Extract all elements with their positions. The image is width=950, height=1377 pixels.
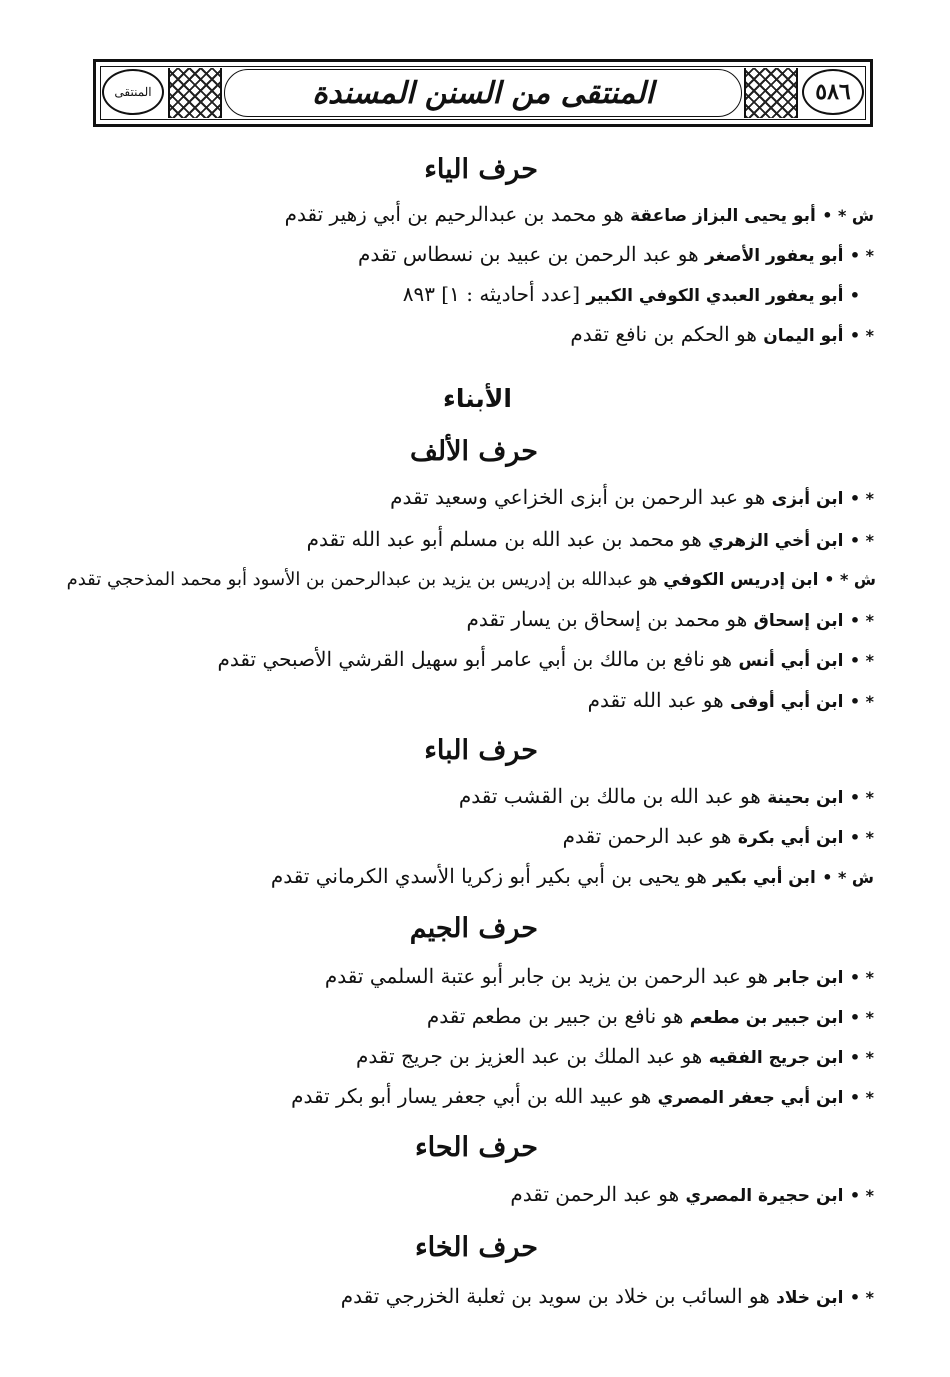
entry-name: ابن خلاد: [776, 1288, 844, 1308]
entry-marker: * •: [849, 1008, 874, 1027]
entry-name: ابن أبزى: [771, 489, 844, 509]
heading-alif: حرف الألف: [409, 436, 538, 467]
entry-marker: * •: [849, 326, 874, 345]
entry-name: ابن إسحاق: [753, 611, 844, 631]
entry-text: هو عبد الرحمن بن أبزى الخزاعي وسعيد تقدم: [390, 485, 766, 509]
entry-line: [271, 862, 874, 892]
entry-marker: ش * •: [824, 570, 876, 589]
entry-name: ابن إدريس الكوفي: [663, 570, 819, 590]
entry-line: [510, 1180, 874, 1210]
heading-ya: حرف الياء: [424, 154, 538, 185]
entry-name: ابن جريج الفقيه: [708, 1048, 844, 1068]
entry-name: أبو يحيى البزاز صاعقة: [630, 206, 816, 226]
entry-text: هو محمد بن عبدالرحيم بن أبي زهير تقدم: [284, 202, 624, 226]
entry-marker: * •: [849, 531, 874, 550]
entry-name: ابن أبي أوفى: [729, 692, 844, 712]
entry-line: [218, 645, 874, 675]
book-title: المنتقى من السنن المسندة: [312, 75, 654, 111]
entry-line: [67, 566, 876, 594]
entry-line: [563, 822, 874, 852]
entry-marker: * •: [849, 692, 874, 711]
entry-line: [358, 240, 874, 270]
entry-marker: * •: [849, 1288, 874, 1307]
heading-baa: حرف الباء: [424, 735, 538, 766]
entry-marker: ش * •: [822, 206, 874, 225]
entry-marker: * •: [849, 489, 874, 508]
entry-marker: * •: [849, 1048, 874, 1067]
entry-line: [570, 320, 874, 350]
entry-line: [291, 1082, 874, 1112]
entry-name: ابن أبي جعفر المصري: [657, 1088, 844, 1108]
entry-line: [325, 962, 874, 992]
entry-text: هو عبد الله تقدم: [587, 688, 724, 712]
entry-text: هو عبد الله بن مالك بن القشب تقدم: [458, 784, 761, 808]
entry-marker: * •: [849, 968, 874, 987]
entry-line: [588, 686, 874, 716]
entry-text: هو عبد الرحمن بن عبيد بن نسطاس تقدم: [358, 242, 699, 266]
entry-name: أبو اليمان: [763, 326, 844, 346]
entry-name: ابن أبي بكرة: [737, 828, 844, 848]
entry-text: [عدد أحاديثه : ١] ٨٩٣: [402, 282, 581, 306]
entry-text: هو محمد بن إسحاق بن يسار تقدم: [466, 607, 748, 631]
entry-line: [390, 483, 874, 513]
entry-line: [427, 1002, 874, 1032]
entry-text: هو عبدالله بن إدريس بن يزيد بن عبدالرحمن بن الأسود أبو محمد المذحجي تقدم: [66, 569, 658, 590]
entry-text: هو عبد الرحمن بن يزيد بن جابر أبو عتبة السلمي تقدم: [324, 964, 769, 988]
entry-text: هو عبد الرحمن تقدم: [510, 1182, 680, 1206]
entry-name: ابن بحينة: [767, 788, 844, 808]
entry-text: هو نافع بن مالك بن أبي عامر أبو سهيل القرشي الأصبحي تقدم: [217, 647, 733, 671]
entry-marker: * •: [849, 611, 874, 630]
entry-text: هو محمد بن عبد الله بن مسلم أبو عبد الله تقدم: [306, 527, 702, 551]
entry-text: هو السائب بن خلاد بن سويد بن ثعلبة الخزرجي تقدم: [340, 1284, 770, 1308]
entry-name: ابن جابر: [774, 968, 844, 988]
entry-text: هو يحيى بن أبي بكير أبو زكريا الأسدي الكرماني تقدم: [270, 864, 707, 888]
entry-name: ابن أبي أنس: [738, 651, 844, 671]
entry-line: [285, 200, 874, 230]
entry-name: أبو يعفور العبدي الكوفي الكبير: [586, 286, 844, 306]
entry-text: هو عبد الملك بن عبد العزيز بن جريج تقدم: [356, 1044, 703, 1068]
entry-name: ابن جبير بن مطعم: [689, 1008, 844, 1028]
heading-jeem: حرف الجيم: [409, 913, 538, 944]
entry-marker: * •: [849, 1186, 874, 1205]
entry-marker: * •: [849, 246, 874, 265]
entry-text: هو عبيد الله بن أبي جعفر يسار أبو بكر تقدم: [291, 1084, 652, 1108]
entry-text: هو عبد الرحمن تقدم: [562, 824, 732, 848]
entry-marker: * •: [849, 651, 874, 670]
entry-line: [307, 525, 874, 555]
entry-name: ابن أخي الزهري: [708, 531, 844, 551]
page-number: ٥٨٦: [815, 79, 851, 105]
entry-line: [459, 782, 874, 812]
entry-line: [356, 1042, 874, 1072]
entry-marker: •: [849, 286, 860, 305]
heading-haa: حرف الحاء: [414, 1132, 538, 1163]
entry-line: [341, 1282, 874, 1312]
entry-marker: * •: [849, 828, 874, 847]
entry-marker: * •: [849, 788, 874, 807]
heading-khaa: حرف الخاء: [414, 1232, 538, 1263]
entry-text: هو نافع بن جبير بن مطعم تقدم: [426, 1004, 684, 1028]
entry-text: هو الحكم بن نافع تقدم: [570, 322, 757, 346]
entry-name: ابن حجيرة المصري: [685, 1186, 844, 1206]
entry-marker: * •: [849, 1088, 874, 1107]
entry-line: [403, 280, 860, 310]
emblem-text: المنتقى: [114, 85, 152, 99]
entry-marker: ش * •: [822, 868, 874, 887]
entry-name: ابن أبي بكير: [713, 868, 816, 888]
entry-line: [466, 605, 874, 635]
entry-name: أبو يعفور الأصغر: [705, 246, 844, 266]
section-title-abnaa: الأبناء: [443, 384, 512, 413]
